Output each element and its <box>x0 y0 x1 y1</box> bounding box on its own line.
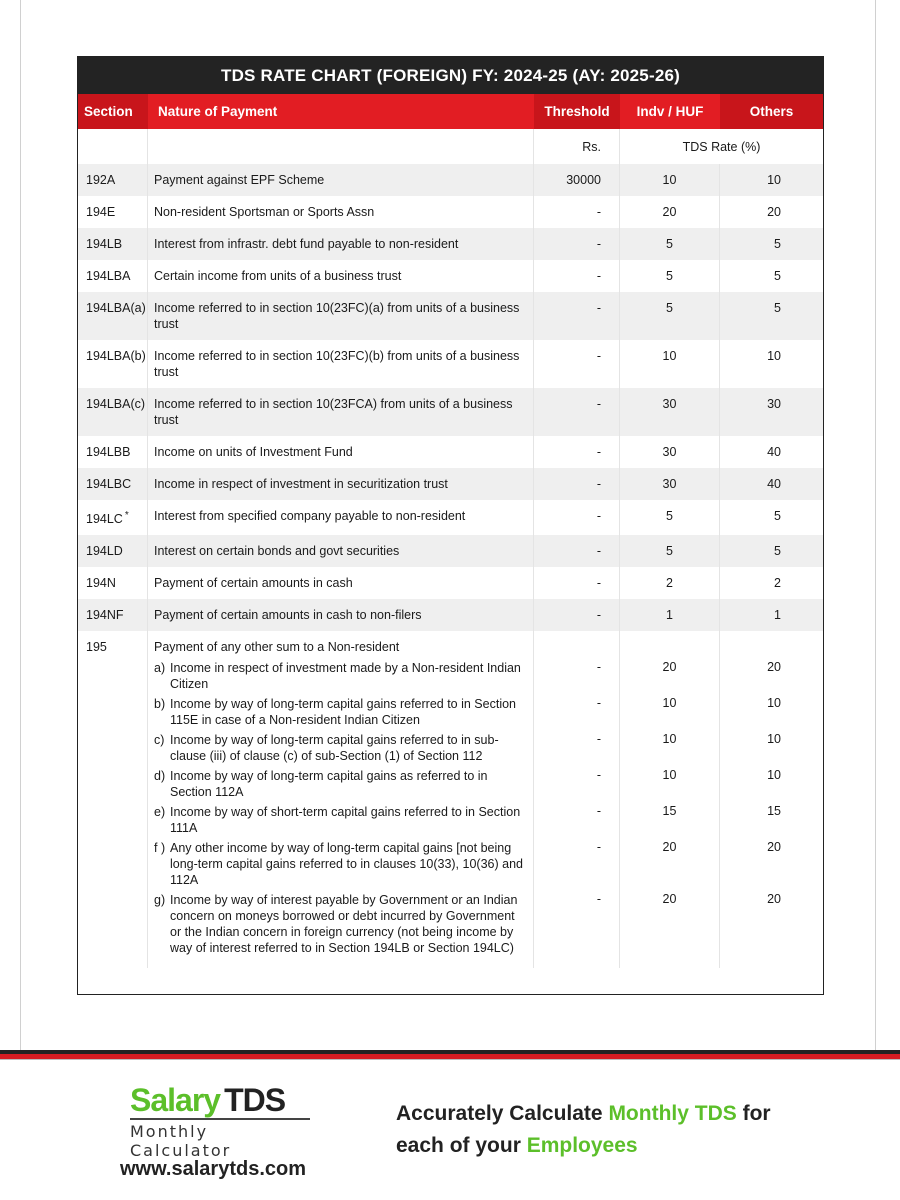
row-indv-rate: 30 <box>620 436 720 468</box>
website-link[interactable]: www.salarytds.com <box>120 1158 306 1180</box>
row-nature: Payment of certain amounts in cash to non-filers <box>148 599 534 631</box>
sub-item-others-rate: 10 <box>767 768 781 783</box>
row-threshold: - <box>534 388 620 436</box>
row-threshold: - <box>534 260 620 292</box>
row-others-rate: 40 <box>767 445 781 459</box>
sub-item-label: a) <box>154 661 166 676</box>
row-section: 194LD <box>78 535 148 567</box>
row-indv-rate: 2 <box>620 567 720 599</box>
row-indv-rate: 30 <box>620 468 720 500</box>
row-indv-rate <box>620 631 720 968</box>
row-section: 194LBA <box>78 260 148 292</box>
row-nature: Payment against EPF Scheme <box>148 164 534 196</box>
sub-item-text: Income by way of long-term capital gains referred to in Section 115E in case of a Non-resident Indian Citizen <box>170 697 517 728</box>
logo-subtitle: Monthly Calculator <box>130 1122 232 1160</box>
sub-item-label: b) <box>154 697 166 712</box>
row-threshold: - <box>534 535 620 567</box>
sub-item-indv-rate: 20 <box>662 892 677 907</box>
sub-item-text: Income by way of short-term capital gains referred to in Section 111A <box>170 805 521 836</box>
row-section: 194LBA(b) <box>78 340 148 388</box>
sub-item-threshold: - <box>596 892 601 907</box>
row-others-rate: 1 <box>774 608 781 623</box>
logo-rule <box>130 1118 310 1120</box>
table-row <box>78 260 823 292</box>
row-indv-rate: 5 <box>620 292 720 340</box>
row-others-rate: 5 <box>774 301 781 315</box>
row-others-rate: 5 <box>774 544 781 559</box>
tagline-highlight: Monthly TDS <box>608 1102 737 1125</box>
sub-item-threshold: - <box>596 696 601 711</box>
table-row <box>78 468 823 500</box>
sub-item-label: d) <box>154 769 166 784</box>
row-others-rate: 2 <box>774 576 781 591</box>
tagline-highlight: Employees <box>526 1134 638 1157</box>
sub-item <box>154 892 527 956</box>
row-nature: Payment of certain amounts in cash <box>148 567 534 599</box>
row-threshold: - <box>534 599 620 631</box>
sub-item-text: Income by way of interest payable by Government or an Indian concern on moneys borrowed or debt incurred by Government or the Indian concern in foreign currency (not being income by way of interest referred to in Section 194LB or Section 194LC) <box>170 893 518 956</box>
tagline-part: Accurately Calculate <box>396 1102 609 1125</box>
row-threshold: - <box>534 228 620 260</box>
sub-item-indv-rate: 10 <box>662 768 677 783</box>
table-row <box>78 228 823 260</box>
row-nature: Income in respect of investment in securitization trust <box>148 468 534 500</box>
table-row <box>78 340 823 388</box>
sub-item-indv-rate: 10 <box>662 696 677 711</box>
sub-item-threshold: - <box>596 840 601 855</box>
row-indv-rate: 10 <box>620 340 720 388</box>
sub-item-others-rate: 20 <box>767 892 781 907</box>
row-section: 194LBB <box>78 436 148 468</box>
row-others-rate: 20 <box>767 205 781 219</box>
header-indv-huf: Indv / HUF <box>620 94 720 129</box>
header-row <box>78 94 823 129</box>
sub-item-text: Income in respect of investment made by a Non-resident Indian Citizen <box>170 661 521 692</box>
row-section: 194LBC <box>78 468 148 500</box>
sub-item-indv-rate: 20 <box>662 660 677 675</box>
sub-item-indv-rate: 15 <box>662 804 677 819</box>
threshold-unit: Rs. <box>534 129 620 164</box>
tagline-part: each of your <box>396 1134 527 1157</box>
table-row <box>78 388 823 436</box>
chart-title: TDS RATE CHART (FOREIGN) FY: 2024-25 (AY: 2025-26) <box>78 57 823 94</box>
row-indv-rate: 20 <box>620 196 720 228</box>
row-indv-rate: 5 <box>620 228 720 260</box>
sub-item-label: c) <box>154 733 165 748</box>
row-threshold: - <box>534 292 620 340</box>
row-threshold: 30000 <box>534 164 620 196</box>
logo-salary-text: Salary <box>130 1082 221 1118</box>
sub-item-text: Income by way of long-term capital gains referred to in sub-clause (iii) of clause (c) of sub-Section (1) of Section 112 <box>170 733 499 764</box>
tds-rate-chart <box>77 56 824 995</box>
row-others-rate <box>720 631 823 968</box>
table-row <box>78 292 823 340</box>
row-threshold: - <box>534 196 620 228</box>
row-indv-rate: 5 <box>620 260 720 292</box>
logo-tds-text: TDS <box>224 1082 286 1118</box>
sub-item-indv-rate: 20 <box>662 840 677 855</box>
row-nature: Non-resident Sportsman or Sports Assn <box>148 196 534 228</box>
sub-item <box>154 696 527 728</box>
sub-item <box>154 840 527 888</box>
row-section: 194N <box>78 567 148 599</box>
row-indv-rate: 30 <box>620 388 720 436</box>
row-section: 194LBA(a) <box>78 292 148 340</box>
table-row <box>78 164 823 196</box>
rate-unit: TDS Rate (%) <box>682 139 761 154</box>
sub-item-others-rate: 10 <box>767 732 781 747</box>
page-edge-right <box>875 0 900 1055</box>
header-others: Others <box>720 94 823 129</box>
row-threshold: - <box>534 500 620 535</box>
footer-band-grey <box>0 1059 900 1060</box>
sub-item-others-rate: 15 <box>767 804 781 819</box>
row-nature: Certain income from units of a business trust <box>148 260 534 292</box>
sub-item <box>154 804 527 836</box>
header-threshold: Threshold <box>534 94 620 129</box>
header-section: Section <box>78 94 148 129</box>
table-row <box>78 535 823 567</box>
sub-item-threshold: - <box>596 768 601 783</box>
row-others-rate: 5 <box>774 509 781 523</box>
row-nature: Interest on certain bonds and govt securities <box>148 535 534 567</box>
row-nature: Income on units of Investment Fund <box>148 436 534 468</box>
sub-item-threshold: - <box>596 804 601 819</box>
tagline <box>396 1098 771 1162</box>
row-nature-heading: Payment of any other sum to a Non-resident <box>154 640 400 655</box>
table-row <box>78 567 823 599</box>
row-section: 194LBA(c) <box>78 388 148 436</box>
row-indv-rate: 10 <box>620 164 720 196</box>
row-threshold: - <box>534 567 620 599</box>
sub-item-text: Any other income by way of long-term capital gains [not being long-term capital gains referred to in clauses 10(33), 10(36) and 112A <box>170 841 523 888</box>
row-nature: Income referred to in section 10(23FC)(a) from units of a business trust <box>148 292 534 340</box>
row-indv-rate: 1 <box>620 599 720 631</box>
table-row <box>78 599 823 631</box>
sub-item-threshold: - <box>596 660 601 675</box>
salarytds-logo <box>130 1083 310 1160</box>
row-indv-rate: 5 <box>620 535 720 567</box>
table-row-195 <box>78 631 823 968</box>
row-threshold <box>534 631 620 968</box>
row-others-rate: 10 <box>767 349 781 363</box>
sub-item <box>154 660 527 692</box>
row-others-rate: 10 <box>767 173 781 187</box>
row-nature: Income referred to in section 10(23FC)(b) from units of a business trust <box>148 340 534 388</box>
row-section <box>78 500 148 535</box>
sub-item-others-rate: 20 <box>767 660 781 675</box>
row-threshold: - <box>534 468 620 500</box>
row-section: 195 <box>78 631 148 968</box>
tagline-part: for <box>736 1102 771 1125</box>
sub-item-others-rate: 20 <box>767 840 781 855</box>
page-edge-left <box>0 0 21 1055</box>
row-threshold: - <box>534 436 620 468</box>
footnote-mark: * <box>124 510 129 521</box>
row-others-rate: 5 <box>774 269 781 283</box>
row-nature: Interest from infrastr. debt fund payable to non-resident <box>148 228 534 260</box>
sub-item-label: g) <box>154 893 166 908</box>
sub-item-label: f ) <box>154 841 166 856</box>
row-nature: Income referred to in section 10(23FCA) from units of a business trust <box>148 388 534 436</box>
table-row <box>78 196 823 228</box>
sub-item <box>154 768 527 800</box>
sub-item-threshold: - <box>596 732 601 747</box>
sub-item-others-rate: 10 <box>767 696 781 711</box>
subheader-row <box>78 129 823 164</box>
sub-item-text: Income by way of long-term capital gains as referred to in Section 112A <box>170 769 488 800</box>
header-nature: Nature of Payment <box>148 94 534 129</box>
table-body <box>78 164 823 968</box>
sub-item <box>154 732 527 764</box>
table-row <box>78 436 823 468</box>
row-nature <box>148 631 534 968</box>
row-threshold: - <box>534 340 620 388</box>
row-others-rate: 40 <box>767 477 781 491</box>
row-indv-rate: 5 <box>620 500 720 535</box>
row-nature: Interest from specified company payable to non-resident <box>148 500 534 535</box>
row-section: 194E <box>78 196 148 228</box>
sub-item-indv-rate: 10 <box>662 732 677 747</box>
row-section: 194NF <box>78 599 148 631</box>
sub-item-label: e) <box>154 805 166 820</box>
table-row <box>78 500 823 535</box>
sub-item-list <box>154 660 527 956</box>
row-others-rate: 5 <box>774 237 781 251</box>
row-others-rate: 30 <box>767 397 781 411</box>
row-section: 192A <box>78 164 148 196</box>
row-section: 194LB <box>78 228 148 260</box>
row-section-code: 194LC <box>86 512 123 527</box>
